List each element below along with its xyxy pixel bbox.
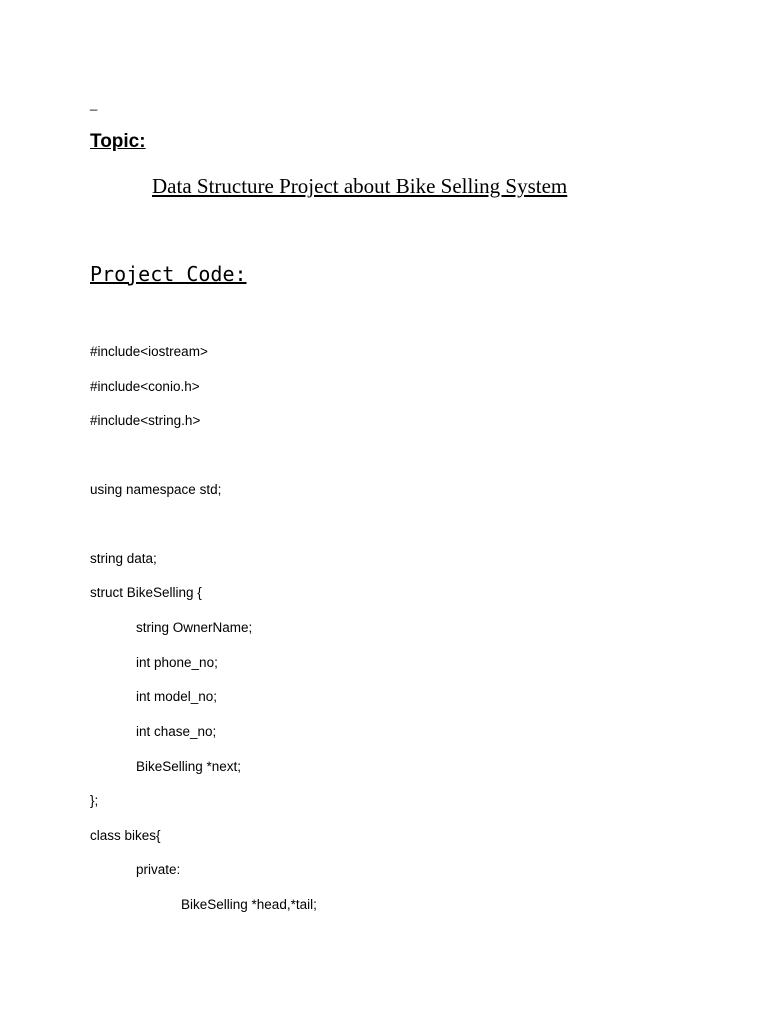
code-line: BikeSelling *head,*tail; [181,897,317,912]
code-line: struct BikeSelling { [90,585,202,600]
code-line: int model_no; [136,689,218,704]
code-line: string data; [90,551,157,566]
topic-title: Data Structure Project about Bike Selling System [152,174,568,198]
topic-heading: Topic: [90,131,146,152]
code-line: class bikes{ [90,828,161,843]
code-line: int chase_no; [136,724,217,739]
code-line: string OwnerName; [136,620,253,635]
code-line: #include<iostream> [90,344,208,359]
code-line: BikeSelling *next; [136,759,242,774]
code-line: int phone_no; [136,655,218,670]
code-line: private: [136,862,181,877]
code-line: #include<string.h> [90,413,201,428]
code-line: #include<conio.h> [90,379,200,394]
project-code-heading: Project Code: [90,262,247,286]
code-line: using namespace std; [90,482,222,497]
code-line: }; [90,793,99,808]
leading-dash: _ [90,96,98,111]
